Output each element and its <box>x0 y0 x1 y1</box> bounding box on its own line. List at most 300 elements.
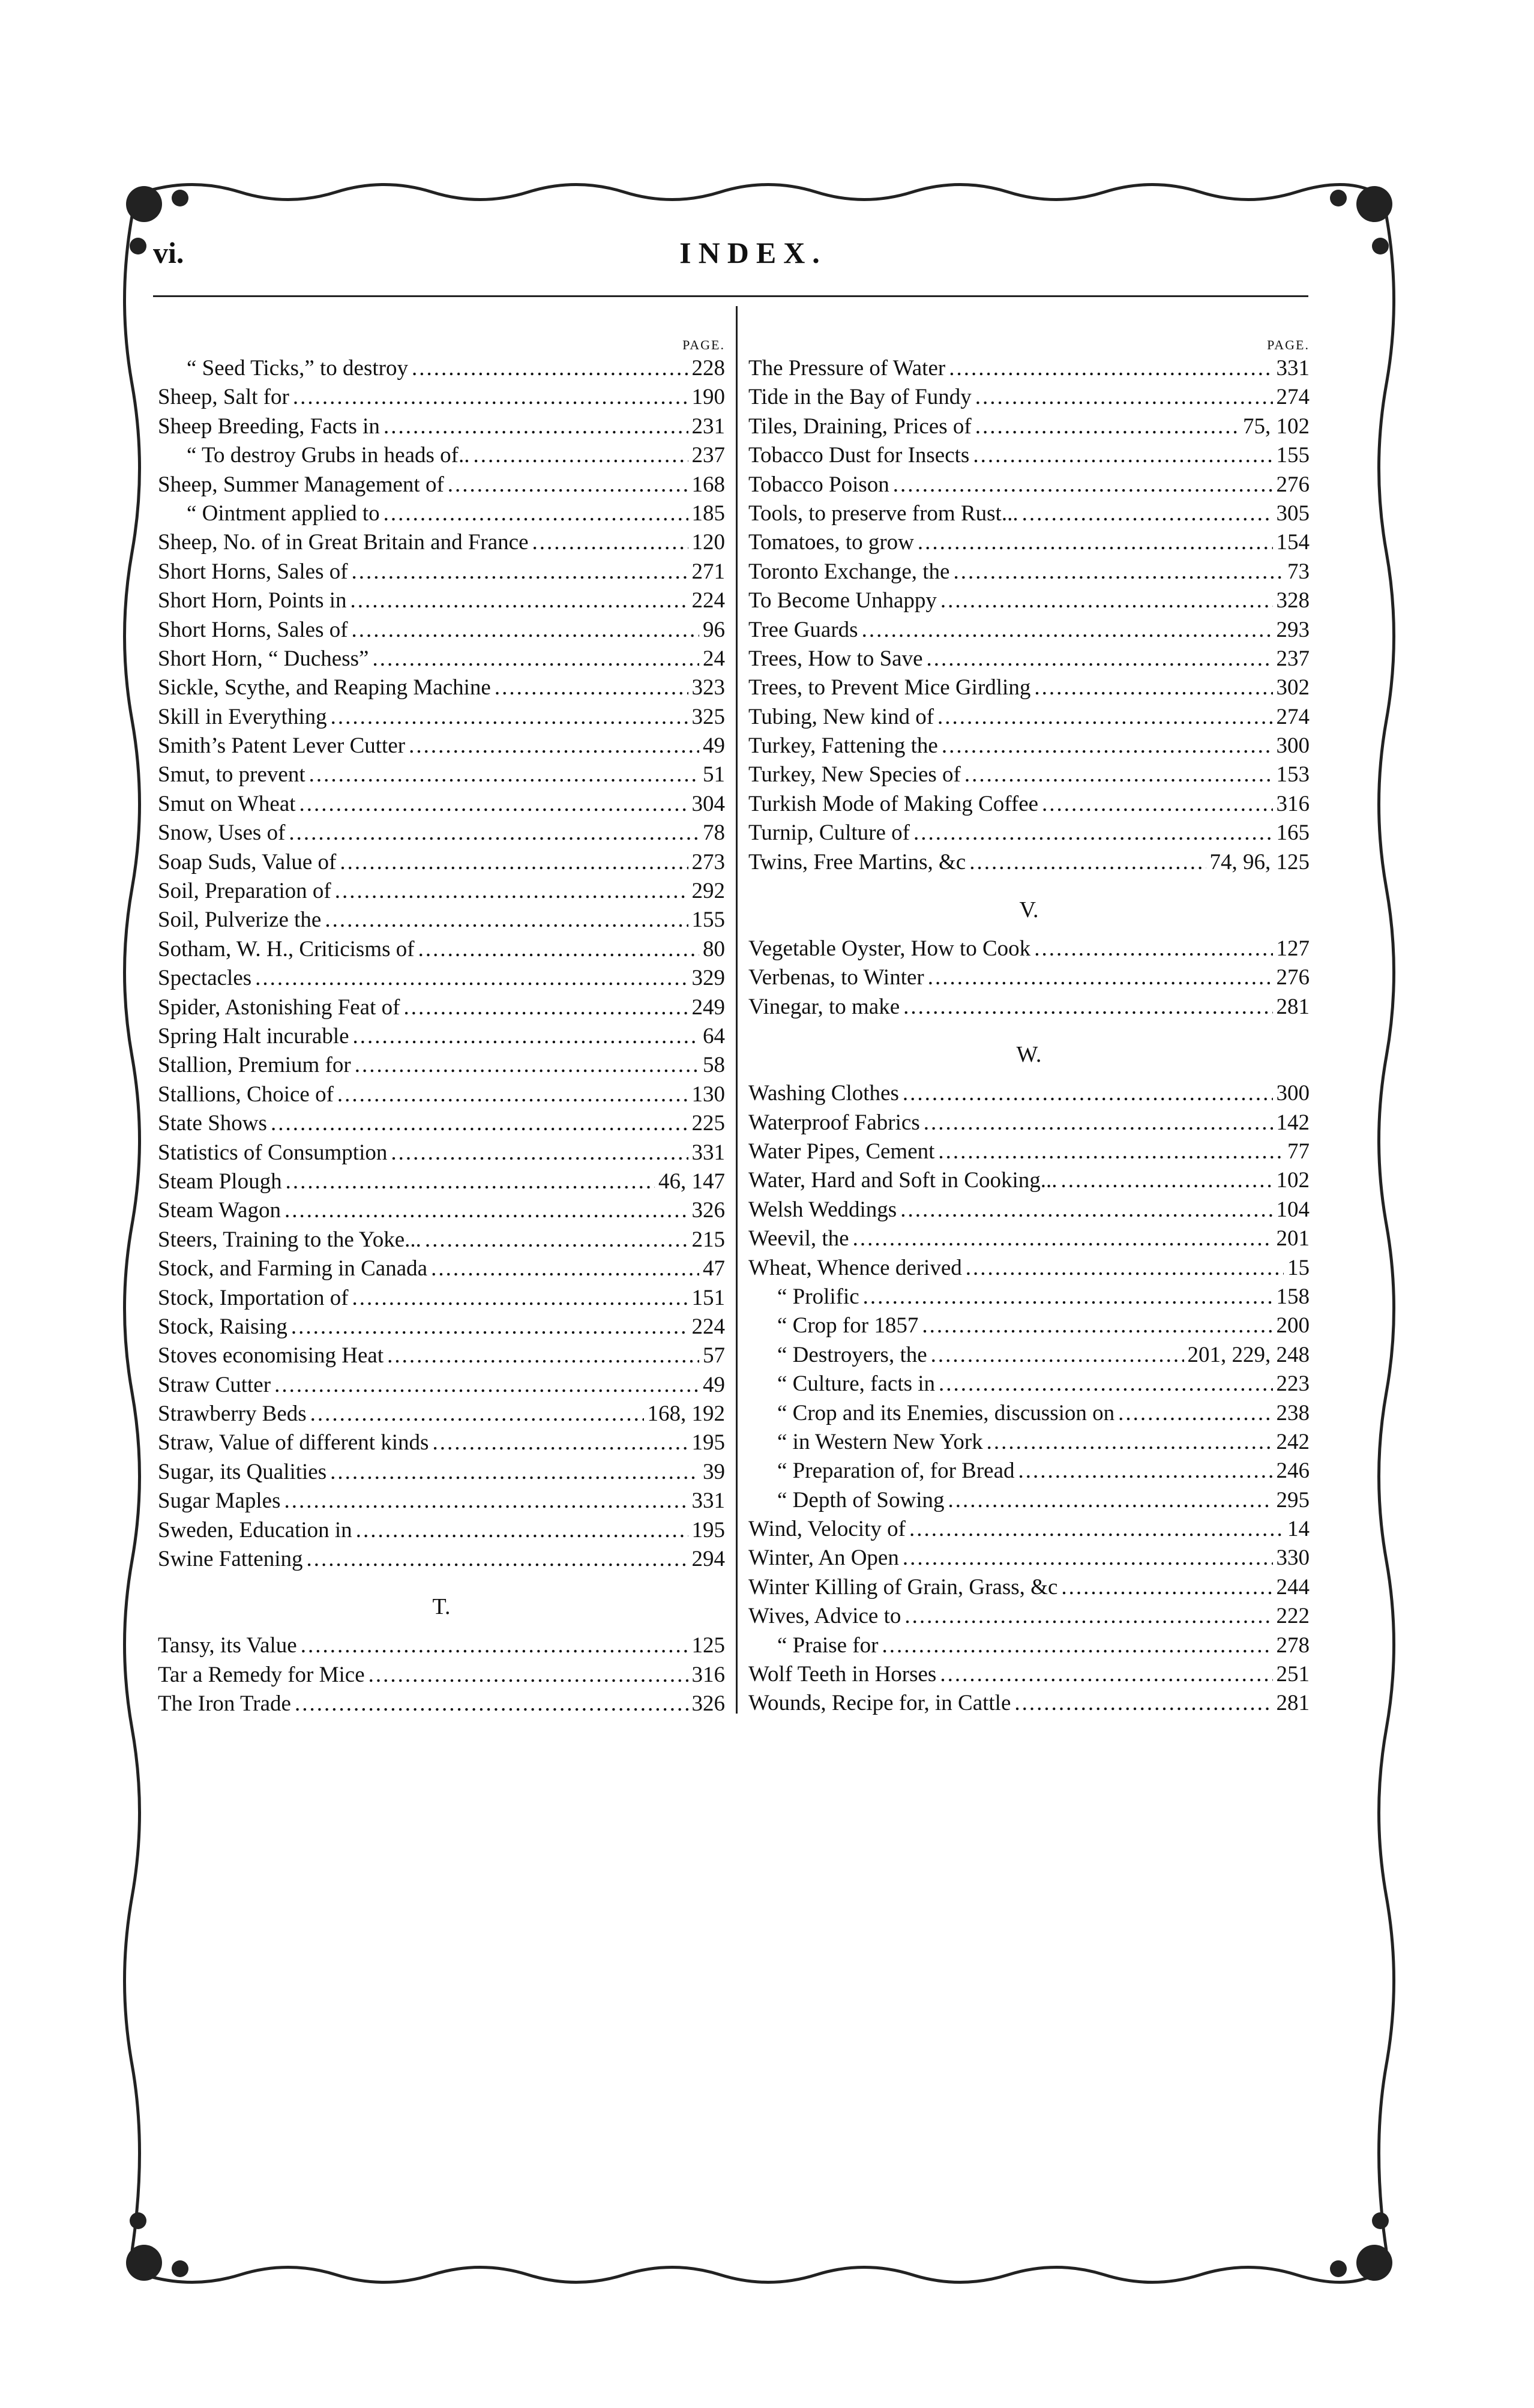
dot-leader <box>309 760 699 789</box>
entry-page: 47 <box>703 1256 725 1281</box>
index-entry <box>748 935 1310 963</box>
index-entry <box>748 1079 1310 1108</box>
entry-page: 58 <box>703 1053 725 1078</box>
index-entry <box>158 1022 725 1051</box>
index-entry <box>158 1226 725 1254</box>
entry-page: 120 <box>691 530 725 555</box>
entry-page: 49 <box>703 1372 725 1397</box>
entry-page: 195 <box>691 1517 725 1543</box>
index-entry <box>158 412 725 441</box>
entry-page: 24 <box>703 646 725 671</box>
entry-text: Short Horns, Sales of <box>158 617 348 642</box>
dot-leader <box>293 383 688 412</box>
dot-leader <box>448 471 688 499</box>
entry-text: Spider, Astonishing Feat of <box>158 995 400 1020</box>
entry-text: Stock, Raising <box>158 1314 287 1339</box>
entry-text: Tobacco Poison <box>748 472 889 497</box>
entry-text: “ To destroy Grubs in heads of.. <box>187 443 470 468</box>
dot-leader <box>337 1080 688 1109</box>
entry-page: 316 <box>1276 791 1310 816</box>
index-entry <box>158 558 725 586</box>
dot-leader <box>352 1284 688 1313</box>
entry-text: The Pressure of Water <box>748 356 946 381</box>
entry-page: 331 <box>1276 356 1310 381</box>
entry-page: 46, 147 <box>658 1169 725 1194</box>
dot-leader <box>938 1137 1284 1166</box>
dot-leader <box>973 441 1272 470</box>
entry-page: 224 <box>691 588 725 613</box>
dot-leader <box>939 1370 1272 1398</box>
index-entry <box>748 645 1310 673</box>
dot-leader <box>900 1196 1272 1224</box>
entry-page: 242 <box>1276 1429 1310 1454</box>
section-heading-v: V. <box>1019 897 1039 923</box>
index-entry <box>158 935 725 964</box>
index-entry <box>158 586 725 615</box>
entry-text: “ Ointment applied to <box>187 501 380 526</box>
entry-page: 96 <box>703 617 725 642</box>
entry-text: State Shows <box>158 1111 267 1136</box>
dot-leader <box>918 528 1273 557</box>
entry-text: Steam Wagon <box>158 1198 281 1223</box>
index-entry <box>158 1139 725 1167</box>
entry-list <box>748 935 1310 1022</box>
entry-text: Tubing, New kind of <box>748 704 934 729</box>
index-entry <box>158 1428 725 1457</box>
entry-page: 39 <box>703 1459 725 1484</box>
dot-leader <box>940 586 1273 615</box>
entry-text: Steers, Training to the Yoke... <box>158 1227 421 1252</box>
entry-text: “ Crop and its Enemies, discussion on <box>777 1400 1115 1425</box>
entry-text: Wind, Velocity of <box>748 1517 906 1542</box>
dot-leader <box>350 586 688 615</box>
entry-text: Tobacco Dust for Insects <box>748 443 970 468</box>
dot-leader <box>409 732 699 760</box>
entry-text: Short Horn, “ Duchess” <box>158 646 369 671</box>
dot-leader <box>495 673 688 702</box>
index-entry <box>158 528 725 557</box>
dot-leader <box>928 963 1273 992</box>
dot-leader <box>953 558 1284 586</box>
section-heading-w: W. <box>1016 1042 1042 1068</box>
entry-text: Straw Cutter <box>158 1372 271 1397</box>
index-entry <box>748 1515 1310 1544</box>
entry-list <box>158 354 725 1574</box>
dot-leader <box>975 412 1239 441</box>
entry-text: Tree Guards <box>748 617 858 642</box>
entry-text: Turnip, Culture of <box>748 820 910 846</box>
entry-text: Tiles, Draining, Prices of <box>748 414 972 439</box>
entry-text: Skill in Everything <box>158 704 327 729</box>
entry-page: 224 <box>691 1314 725 1339</box>
index-entry <box>748 963 1310 992</box>
index-entry <box>158 1167 725 1196</box>
index-entry <box>158 1661 725 1690</box>
entry-text: Wounds, Recipe for, in Cattle <box>748 1691 1011 1716</box>
entry-text: Trees, to Prevent Mice Girdling <box>748 675 1031 700</box>
dot-leader <box>271 1109 688 1138</box>
dot-leader <box>922 1311 1272 1340</box>
entry-list <box>748 354 1310 877</box>
entry-text: Sugar, its Qualities <box>158 1459 327 1484</box>
dot-leader <box>1034 673 1272 702</box>
dot-leader <box>418 935 699 964</box>
index-entry <box>748 1399 1310 1428</box>
entry-page: 328 <box>1276 588 1310 613</box>
dot-leader <box>331 703 688 732</box>
dot-leader <box>942 732 1273 760</box>
entry-page: 276 <box>1276 472 1310 497</box>
entry-text: Stoves economising Heat <box>158 1343 384 1368</box>
dot-leader <box>904 1602 1272 1631</box>
dot-leader <box>356 1516 688 1545</box>
index-entry <box>158 819 725 847</box>
index-entry <box>158 964 725 993</box>
dot-leader <box>274 1371 699 1400</box>
dot-leader <box>299 790 688 819</box>
entry-text: Soil, Pulverize the <box>158 908 322 933</box>
entry-page: 74, 96, 125 <box>1209 849 1310 874</box>
entry-text: Sheep, Salt for <box>158 385 289 410</box>
entry-page: 155 <box>691 908 725 933</box>
dot-leader <box>307 1545 688 1574</box>
dot-leader <box>893 471 1273 499</box>
index-entry <box>748 441 1310 470</box>
entry-page: 326 <box>691 1691 725 1717</box>
dot-leader <box>1034 935 1272 963</box>
entry-text: Straw, Value of different kinds <box>158 1430 429 1455</box>
entry-page: 201, 229, 248 <box>1187 1342 1310 1367</box>
index-entry <box>748 528 1310 557</box>
dot-leader <box>882 1631 1273 1660</box>
index-entry <box>748 819 1310 847</box>
dot-leader <box>368 1661 688 1690</box>
index-entry <box>158 1254 725 1283</box>
entry-page: 215 <box>691 1227 725 1252</box>
entry-page: 168 <box>691 472 725 497</box>
entry-page: 294 <box>691 1547 725 1572</box>
index-entry <box>748 383 1310 412</box>
entry-page: 278 <box>1276 1633 1310 1658</box>
entry-page: 64 <box>703 1023 725 1049</box>
entry-page: 14 <box>1287 1517 1310 1542</box>
entry-page: 127 <box>1276 936 1310 962</box>
page-header <box>153 235 1353 283</box>
entry-list <box>158 1631 725 1718</box>
dot-leader <box>431 1254 699 1283</box>
entry-page: 305 <box>1276 501 1310 526</box>
entry-page: 158 <box>1276 1284 1310 1309</box>
entry-page: 142 <box>1276 1110 1310 1135</box>
index-entry <box>158 1284 725 1313</box>
entry-text: Steam Plough <box>158 1169 282 1194</box>
dot-leader <box>473 441 688 470</box>
dot-leader <box>286 1167 655 1196</box>
dot-leader <box>330 1458 699 1487</box>
index-entry <box>158 848 725 877</box>
entry-page: 302 <box>1276 675 1310 700</box>
index-entry <box>748 1341 1310 1370</box>
index-entry <box>158 760 725 789</box>
entry-text: Turkey, Fattening the <box>748 733 938 759</box>
entry-page: 244 <box>1276 1574 1310 1600</box>
entry-text: Sheep, Summer Management of <box>158 472 444 497</box>
index-entry <box>158 1313 725 1341</box>
index-entry <box>158 673 725 702</box>
entry-page: 237 <box>691 443 725 468</box>
entry-text: Vinegar, to make <box>748 994 900 1019</box>
index-entry <box>748 993 1310 1022</box>
entry-page: 330 <box>1276 1546 1310 1571</box>
dot-leader <box>966 1254 1284 1283</box>
dot-leader <box>1018 1457 1273 1485</box>
dot-leader <box>387 1341 699 1370</box>
entry-text: Vegetable Oyster, How to Cook <box>748 936 1031 962</box>
dot-leader <box>903 1544 1273 1573</box>
index-entry <box>748 848 1310 877</box>
entry-page: 223 <box>1276 1371 1310 1397</box>
index-entry <box>748 1428 1310 1457</box>
dot-leader <box>255 964 688 993</box>
entry-text: Soil, Preparation of <box>158 879 331 904</box>
page-title: INDEX. <box>679 236 827 269</box>
index-entry <box>158 441 725 470</box>
dot-leader <box>937 703 1272 732</box>
dot-leader <box>1061 1573 1272 1602</box>
dot-leader <box>353 1022 699 1051</box>
entry-text: The Iron Trade <box>158 1691 291 1717</box>
entry-text: Waterproof Fabrics <box>748 1110 920 1135</box>
entry-text: Swine Fattening <box>158 1547 303 1572</box>
entry-page: 15 <box>1287 1255 1310 1280</box>
entry-text: Twins, Free Martins, &c <box>748 849 966 874</box>
entry-page: 168, 192 <box>647 1401 725 1427</box>
entry-page: 222 <box>1276 1604 1310 1629</box>
entry-text: Winter Killing of Grain, Grass, &c <box>748 1574 1058 1600</box>
entry-text: Turkish Mode of Making Coffee <box>748 791 1039 816</box>
page-column-label: PAGE. <box>682 337 725 352</box>
index-entry <box>158 1690 725 1718</box>
index-entry <box>158 1051 725 1080</box>
dot-leader <box>969 848 1206 877</box>
index-entry <box>748 1196 1310 1224</box>
entry-page: 73 <box>1287 559 1310 584</box>
entry-text: Smut, to prevent <box>158 762 305 787</box>
entry-page: 104 <box>1276 1197 1310 1222</box>
entry-text: Welsh Weddings <box>748 1197 897 1222</box>
dot-leader <box>384 412 688 441</box>
dot-leader <box>913 819 1273 847</box>
entry-page: 102 <box>1276 1168 1310 1193</box>
index-entry <box>158 1631 725 1660</box>
entry-page: 331 <box>691 1140 725 1165</box>
entry-page: 276 <box>1276 965 1310 990</box>
entry-text: Tide in the Bay of Fundy <box>748 385 972 410</box>
index-entry <box>158 645 725 673</box>
entry-page: 323 <box>691 675 725 700</box>
entry-page: 80 <box>703 936 725 962</box>
column-divider <box>736 306 738 1714</box>
index-entry <box>158 1109 725 1138</box>
entry-text: Tansy, its Value <box>158 1633 297 1658</box>
entry-page: 231 <box>691 414 725 439</box>
index-entry <box>748 1109 1310 1137</box>
index-entry <box>158 1371 725 1400</box>
entry-page: 57 <box>703 1343 725 1368</box>
dot-leader <box>1022 499 1273 528</box>
entry-text: “ Crop for 1857 <box>777 1313 919 1338</box>
index-entry <box>158 1458 725 1487</box>
dot-leader <box>432 1428 688 1457</box>
index-entry <box>158 1545 725 1574</box>
entry-text: “ Destroyers, the <box>777 1342 927 1367</box>
dot-leader <box>1042 790 1272 819</box>
index-entry <box>748 354 1310 383</box>
dot-leader <box>403 993 688 1022</box>
index-entry <box>158 471 725 499</box>
entry-page: 326 <box>691 1198 725 1223</box>
index-entry <box>748 616 1310 645</box>
index-entry <box>748 1457 1310 1485</box>
index-entry <box>748 1137 1310 1166</box>
index-entry <box>158 354 725 383</box>
dot-leader <box>948 1486 1273 1515</box>
dot-leader <box>384 499 688 528</box>
entry-text: Smith’s Patent Lever Cutter <box>158 733 406 759</box>
entry-page: 316 <box>691 1662 725 1687</box>
index-entry <box>748 703 1310 732</box>
entry-text: “ Prolific <box>777 1284 859 1309</box>
entry-text: “ Culture, facts in <box>777 1371 936 1397</box>
entry-page: 75, 102 <box>1243 414 1310 439</box>
entry-text: Stallions, Choice of <box>158 1082 334 1107</box>
dot-leader <box>903 993 1272 1022</box>
entry-text: Wives, Advice to <box>748 1604 901 1629</box>
dot-leader <box>352 558 688 586</box>
entry-text: “ Seed Ticks,” to destroy <box>187 356 408 381</box>
entry-page: 125 <box>691 1633 725 1658</box>
dot-leader <box>335 877 688 906</box>
entry-page: 281 <box>1276 994 1310 1019</box>
entry-text: Stock, and Farming in Canada <box>158 1256 428 1281</box>
entry-page: 274 <box>1276 385 1310 410</box>
dot-leader <box>284 1487 688 1516</box>
entry-text: Weevil, the <box>748 1226 849 1251</box>
index-entry <box>748 1283 1310 1311</box>
entry-text: Trees, How to Save <box>748 646 923 671</box>
dot-leader <box>412 354 688 383</box>
entry-page: 151 <box>691 1285 725 1310</box>
dot-leader <box>862 616 1273 645</box>
index-entry <box>748 1254 1310 1283</box>
entry-page: 271 <box>691 559 725 584</box>
dot-leader <box>352 616 699 645</box>
entry-page: 153 <box>1276 762 1310 787</box>
entry-text: To Become Unhappy <box>748 588 937 613</box>
entry-page: 237 <box>1276 646 1310 671</box>
entry-page: 200 <box>1276 1313 1310 1338</box>
entry-page: 273 <box>691 849 725 874</box>
page-column-label: PAGE. <box>1267 337 1310 352</box>
entry-page: 51 <box>703 762 725 787</box>
entry-page: 201 <box>1276 1226 1310 1251</box>
dot-leader <box>975 383 1273 412</box>
entry-page: 228 <box>691 356 725 381</box>
entry-page: 295 <box>1276 1487 1310 1513</box>
entry-page: 154 <box>1276 530 1310 555</box>
index-entry <box>748 760 1310 789</box>
index-entry <box>748 1311 1310 1340</box>
dot-leader <box>940 1660 1272 1689</box>
entry-text: Tar a Remedy for Mice <box>158 1662 365 1687</box>
index-entry <box>158 906 725 935</box>
dot-leader <box>853 1224 1273 1253</box>
entry-text: Tomatoes, to grow <box>748 530 914 555</box>
entry-text: “ Preparation of, for Bread <box>777 1458 1015 1484</box>
dot-leader <box>340 848 688 877</box>
entry-text: Sotham, W. H., Criticisms of <box>158 936 415 962</box>
entry-text: Washing Clothes <box>748 1081 899 1106</box>
index-entry <box>748 673 1310 702</box>
entry-text: Water Pipes, Cement <box>748 1139 935 1164</box>
index-entry <box>158 383 725 412</box>
dot-leader <box>355 1051 699 1080</box>
dot-leader <box>284 1196 688 1225</box>
entry-text: “ in Western New York <box>777 1429 983 1454</box>
entry-text: “ Praise for <box>777 1633 879 1658</box>
entry-text: Tools, to preserve from Rust... <box>748 501 1018 526</box>
entry-page: 300 <box>1276 1081 1310 1106</box>
entry-text: Statistics of Consumption <box>158 1140 388 1165</box>
entry-text: Wolf Teeth in Horses <box>748 1662 937 1687</box>
index-entry <box>158 1196 725 1225</box>
index-entry <box>748 1166 1310 1195</box>
dot-leader <box>295 1690 688 1718</box>
index-entry <box>158 790 725 819</box>
dot-leader <box>1118 1399 1272 1428</box>
entry-text: Spectacles <box>158 966 252 991</box>
entry-text: Spring Halt incurable <box>158 1023 349 1049</box>
index-entry <box>748 558 1310 586</box>
dot-leader <box>924 1109 1273 1137</box>
index-entry <box>158 993 725 1022</box>
entry-page: 195 <box>691 1430 725 1455</box>
index-entry <box>748 1486 1310 1515</box>
index-entry <box>748 499 1310 528</box>
entry-text: Sweden, Education in <box>158 1517 352 1543</box>
dot-leader <box>291 1313 688 1341</box>
entry-page: 190 <box>691 385 725 410</box>
entry-text: Sickle, Scythe, and Reaping Machine <box>158 675 491 700</box>
index-entry <box>748 1660 1310 1689</box>
entry-page: 77 <box>1287 1139 1310 1164</box>
entry-text: Snow, Uses of <box>158 820 286 846</box>
entry-page: 165 <box>1276 820 1310 846</box>
index-entry <box>158 499 725 528</box>
index-entry <box>748 1689 1310 1718</box>
entry-text: Soap Suds, Value of <box>158 849 337 874</box>
dot-leader <box>931 1341 1184 1370</box>
dot-leader <box>425 1226 688 1254</box>
entry-list <box>748 1079 1310 1718</box>
index-column-left <box>158 336 725 1719</box>
entry-page: 300 <box>1276 733 1310 759</box>
entry-page: 78 <box>703 820 725 846</box>
index-entry <box>158 1400 725 1428</box>
index-entry <box>748 1602 1310 1631</box>
entry-page: 246 <box>1276 1458 1310 1484</box>
entry-page: 293 <box>1276 617 1310 642</box>
